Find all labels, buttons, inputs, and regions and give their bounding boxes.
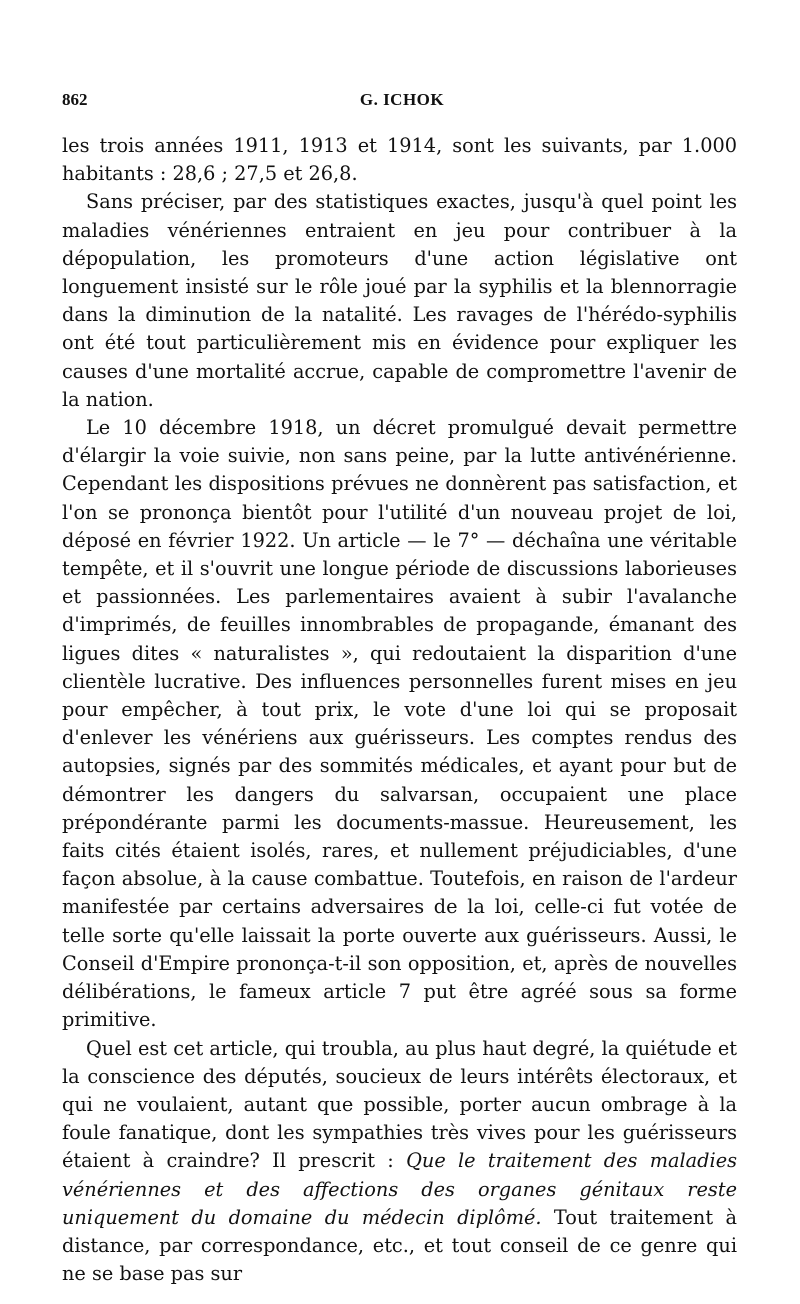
page-number: 862 [62,90,88,109]
paragraph-4-intro: Quel est cet article, qui troubla, au plus haut degré, la quiétude et la conscience des députés, soucieux de leurs intérêts électoraux, et qui ne voulaient, autant que possible, porter aucun ombrage à la foule fanatique, dont les sympathies très vives pour les guérisseurs étaient à craindre? Il prescrit : [62,1036,737,1173]
running-head-author: G. ICHOK [359,90,445,109]
paragraph-4-continuation: Tout traitement à distance, par correspondance, etc., et tout conseil de ce genre qui ne se base pas sur [62,1205,737,1286]
paragraph-3: Le 10 décembre 1918, un décret promulgué devait permettre d'élargir la voie suivie, non sans peine, par la lutte antivénérienne. Cependant les dispositions prévues ne donnèrent pas satisfaction, et l'on se prononça bientôt pour l'utilité d'un nouveau projet de loi, déposé en février 1922. Un article — le 7° — déchaîna une véritable tempête, et il s'ouvrit une longue période de discussions laborieuses et passionnées. Les parlementaires avaient à subir l'avalanche d'imprimés, de feuilles innombrables de propagande, émanant des ligues dites « naturalistes », qui redoutaient la disparition d'une clientèle lucrative. Des influences personnelles furent mises en jeu pour empêcher, à tout prix, le vote d'une loi qui se proposait d'enlever les vénériens aux guérisseurs. Les comptes rendus des autopsies, signés par des sommités médicales, et ayant pour but de démontrer les dangers du salvarsan, occupaient une place prépondérante parmi les documents-massue. Heureusement, les faits cités étaient isolés, rares, et nullement préjudiciables, d'une façon absolue, à la cause combattue. Toutefois, en raison de l'ardeur manifestée par certains adversaires de la loi, celle-ci fut votée de telle sorte qu'elle laissait la porte ouverte aux guérisseurs. Aussi, le Conseil d'Empire prononça-t-il son opposition, et, après de nouvelles délibérations, le fameux article 7 put être agréé sous sa forme primitive. [62,416,737,1032]
paragraph-4 [62,1035,737,1289]
paragraph-1: les trois années 1911, 1913 et 1914, sont les suivants, par 1.000 habitants : 28,6 ; 27,5 et 26,8. [62,134,737,186]
paragraph-2: Sans préciser, par des statistiques exactes, jusqu'à quel point les maladies vénériennes entraient en jeu pour contribuer à la dépopulation, les promoteurs d'une action législative ont longuement insisté sur le rôle joué par la syphilis et la blennorragie dans la diminution de la natalité. Les ravages de l'hérédo-syphilis ont été tout particulièrement mis en évidence pour expliquer les causes d'une mortalité accrue, capable de compromettre l'avenir de la nation. [62,190,737,411]
running-head [62,90,742,116]
body-text [62,132,737,1288]
article-7-quote: Que le traitement des maladies vénériennes et des affections des organes génitaux reste uniquement du domaine du médecin diplômé. [62,1149,737,1229]
